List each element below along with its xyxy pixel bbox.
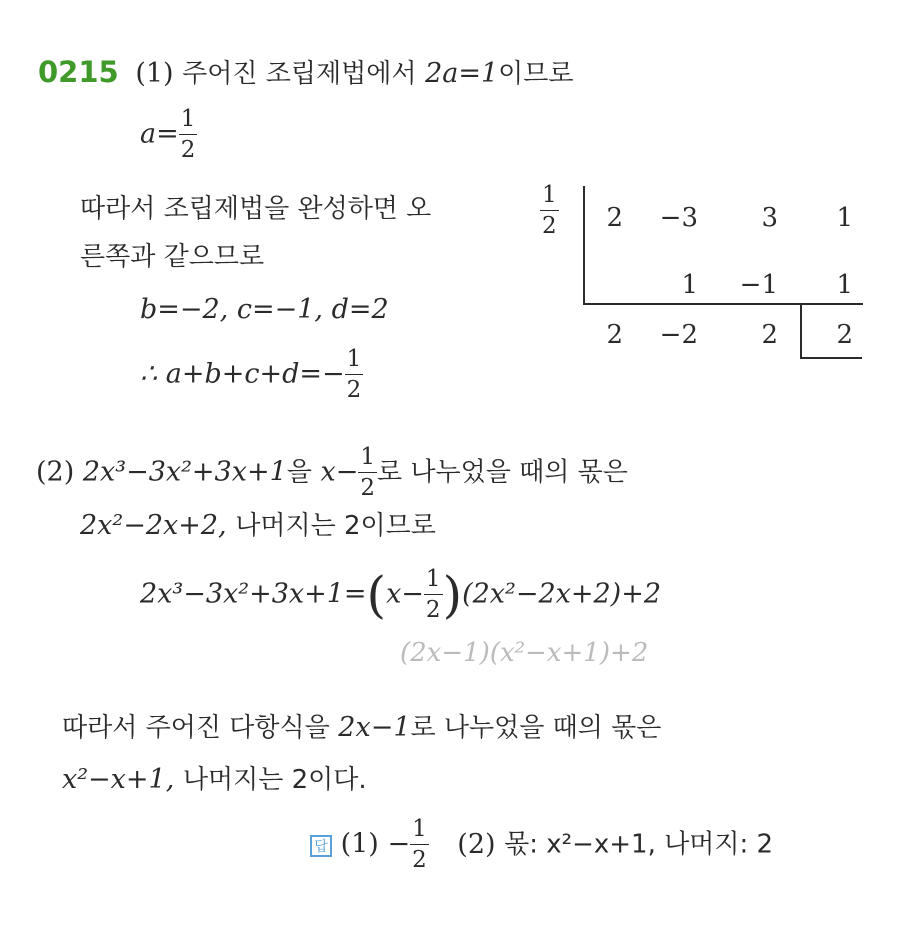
- p2-fraction: [358, 446, 377, 500]
- cut-text: (2x−1)(x²−x+1)+2: [400, 638, 649, 668]
- sum-fraction: [345, 348, 364, 402]
- table-cell: 1: [836, 203, 853, 233]
- table-cell: 1: [836, 270, 853, 300]
- p2-rem: 나머지는 2이므로: [235, 511, 436, 541]
- remainder-bottom-line: [800, 357, 862, 359]
- frac-num: 1: [179, 108, 198, 135]
- p2-poly: 2x³−3x²+3x+1: [82, 456, 287, 488]
- identity-lhs: 2x³−3x²+3x+1=: [140, 578, 367, 610]
- para-line-1: 따라서 조립제법을 완성하면 오: [80, 194, 432, 224]
- a-lhs: a=: [140, 118, 179, 150]
- table-cell: 2: [761, 320, 778, 350]
- concl1-text: 따라서 주어진 다항식을: [62, 713, 330, 743]
- a-equation: [140, 108, 197, 162]
- part2-line: [36, 446, 628, 500]
- problem-number: 0215: [38, 55, 119, 89]
- ans1-label: (1): [340, 828, 379, 860]
- frac-num: 1: [358, 446, 377, 473]
- p2-eul: 을: [286, 457, 312, 488]
- frac-num: 1: [345, 348, 364, 375]
- identity-factor: x−: [386, 578, 424, 610]
- identity-fraction: [424, 568, 443, 622]
- bcd-values: b=−2, c=−1, d=2: [140, 294, 389, 325]
- frac-num: 1: [410, 818, 429, 845]
- frac-den: 2: [360, 475, 375, 501]
- concl1-div: 2x−1: [338, 712, 411, 743]
- frac-den: 2: [425, 597, 441, 623]
- sum-lhs: ∴ a+b+c+d=−: [140, 358, 345, 390]
- part1-label: (1): [135, 58, 174, 89]
- ans2-label: (2): [457, 828, 496, 860]
- frac-den: 2: [412, 847, 427, 873]
- part1-tail: 이므로: [498, 59, 574, 89]
- frac-den: 2: [346, 377, 362, 403]
- conclusion-line-1: [62, 714, 661, 741]
- eq-2a: 2a=1: [425, 58, 499, 89]
- p2-quotient-line: [80, 512, 436, 539]
- clipped-line: [400, 638, 730, 668]
- para-line-2: 른쪽과 같으므로: [80, 242, 265, 272]
- concl2-quot: x²−x+1,: [62, 764, 175, 795]
- p2-quot: 2x²−2x+2,: [80, 510, 227, 541]
- p2-tail: 로 나누었을 때의 몫은: [376, 457, 628, 488]
- table-cell: 3: [761, 203, 778, 233]
- p2-divisor: x−: [320, 456, 359, 488]
- half-fraction: [179, 108, 198, 162]
- part2-label: (2): [36, 456, 75, 488]
- table-cell: −3: [659, 203, 698, 233]
- sum-equation: [140, 348, 363, 402]
- answer-line: [310, 818, 773, 872]
- table-cell: −2: [659, 320, 698, 350]
- frac-den: 2: [180, 137, 196, 163]
- conclusion-line-2: [62, 766, 367, 793]
- table-cell: 1: [681, 270, 698, 300]
- problem-header: [38, 55, 574, 89]
- table-cell: 2: [836, 320, 853, 350]
- table-cell: 2: [606, 203, 623, 233]
- vertical-divider: [583, 186, 585, 304]
- ans1-fraction: [410, 818, 429, 872]
- horizontal-divider: [583, 303, 863, 305]
- concl1-tail: 로 나누었을 때의 몫은: [410, 713, 662, 743]
- identity-equation: 2x³−3x²+3x+1=(x− $\frac{1}{2}$ )(2x²−2x+2)+2: [140, 566, 662, 624]
- part1-text: 주어진 조립제법에서: [182, 59, 417, 89]
- answer-icon: 답: [310, 835, 332, 857]
- concl2-tail: 나머지는 2이다.: [182, 765, 367, 795]
- table-cell: 2: [606, 320, 623, 350]
- table-cell: −1: [739, 270, 778, 300]
- identity-rhs: (2x²−2x+2)+2: [462, 578, 662, 610]
- ans1-minus: −: [387, 828, 411, 860]
- divisor: [540, 184, 559, 238]
- frac-num: 1: [424, 568, 443, 595]
- divisor-den: 2: [542, 213, 557, 239]
- ans2-text: 몫: x²−x+1, 나머지: 2: [504, 829, 774, 860]
- divisor-num: 1: [540, 184, 559, 211]
